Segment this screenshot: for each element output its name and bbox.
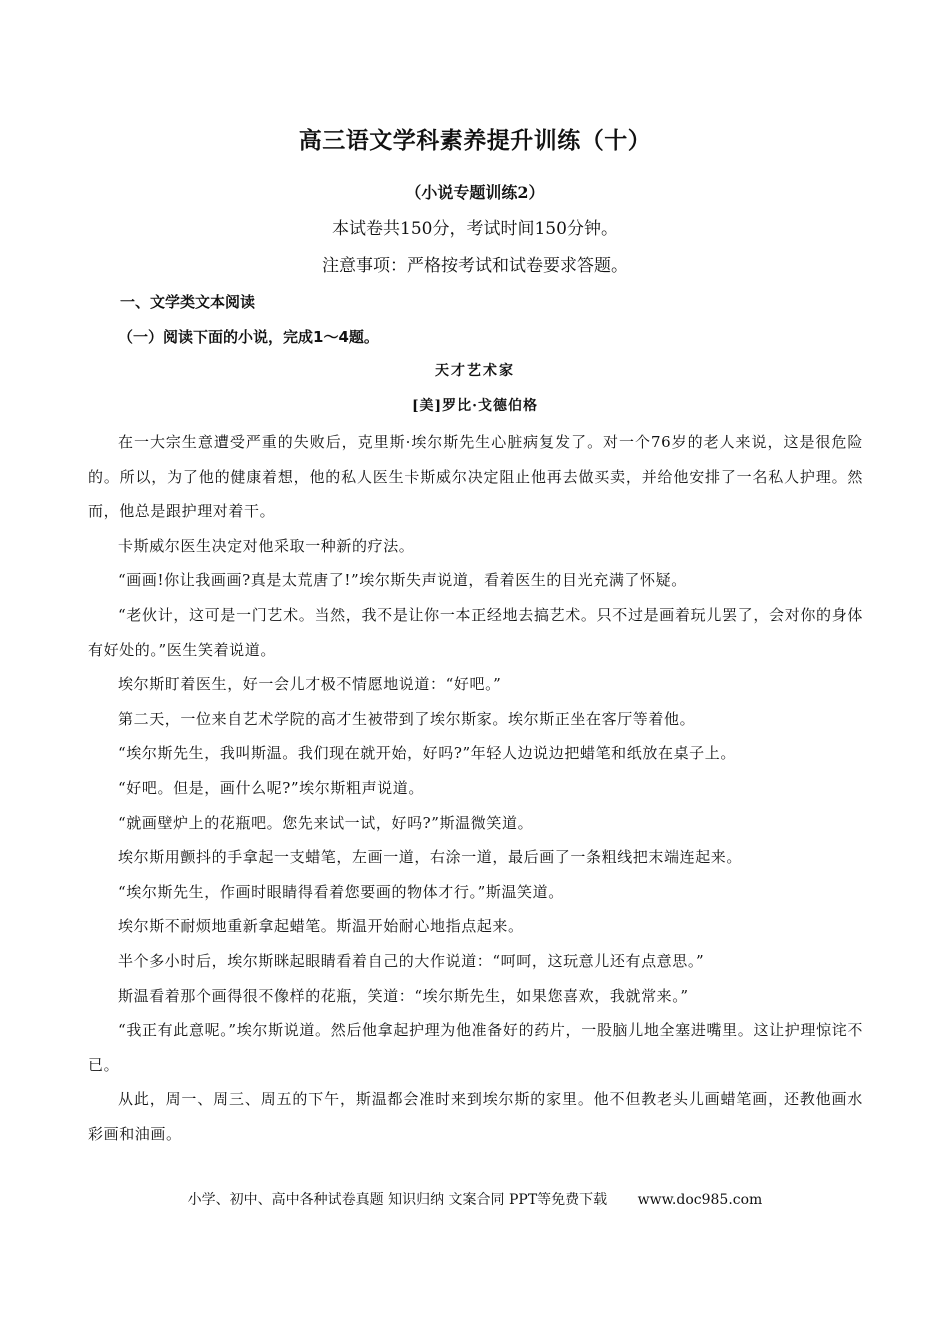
exam-info: 本试卷共150分，考试时间150分钟。: [332, 219, 618, 239]
story-title: 天才艺术家: [435, 363, 515, 379]
section-heading: 一、文学类文本阅读: [120, 293, 256, 311]
story-author: [美]罗比·戈德伯格: [411, 398, 539, 414]
story-paragraph: “老伙计，这可是一门艺术。当然，我不是让你一本正经地去搞艺术。只不过是画着玩儿罢了，会对你的身体有好处的。”医生笑着说道。: [88, 605, 863, 659]
footer-text: 小学、初中、高中各种试卷真题 知识归纳 文案合同 PPT等免费下载: [187, 1192, 608, 1208]
footer-url: www.doc985.com: [637, 1192, 763, 1208]
page-footer: [0, 1189, 950, 1211]
story-paragraph: 半个多小时后，埃尔斯眯起眼睛看着自己的大作说道：“呵呵，这玩意儿还有点意思。”: [118, 951, 705, 970]
exam-notice: 注意事项：严格按考试和试卷要求答题。: [322, 256, 628, 276]
story-paragraph: “就画壁炉上的花瓶吧。您先来试一试，好吗?”斯温微笑道。: [118, 813, 534, 832]
story-paragraph: “埃尔斯先生，我叫斯温。我们现在就开始，好吗?”年轻人边说边把蜡笔和纸放在桌子上。: [118, 744, 736, 763]
story-paragraph: 第二天，一位来自艺术学院的高才生被带到了埃尔斯家。埃尔斯正坐在客厅等着他。: [118, 709, 696, 728]
story-paragraph: “埃尔斯先生，作画时眼睛得看着您要画的物体才行。”斯温笑道。: [118, 882, 564, 901]
question-heading: （一）阅读下面的小说，完成1～4题。: [118, 328, 379, 346]
story-paragraph: 斯温看着那个画得很不像样的花瓶，笑道：“埃尔斯先生，如果您喜欢，我就常来。”: [118, 986, 689, 1005]
story-paragraph: “好吧。但是，画什么呢?”埃尔斯粗声说道。: [118, 778, 424, 797]
story-paragraph: 埃尔斯不耐烦地重新拿起蜡笔。斯温开始耐心地指点起来。: [118, 917, 524, 936]
story-paragraph: 卡斯威尔医生决定对他采取一种新的疗法。: [118, 536, 415, 555]
page-title: 高三语文学科素养提升训练（十）: [298, 128, 652, 154]
story-paragraph: “画画!你让我画画?真是太荒唐了!”埃尔斯失声说道，看着医生的目光充满了怀疑。: [118, 571, 687, 590]
story-body: [88, 425, 863, 1151]
story-paragraph: 从此，周一、周三、周五的下午，斯温都会准时来到埃尔斯的家里。他不但教老头儿画蜡笔画，还教他画水彩画和油画。: [88, 1090, 863, 1143]
story-paragraph: “我正有此意呢。”埃尔斯说道。然后他拿起护理为他准备好的药片，一股脑儿地全塞进嘴里。这让护理惊诧不已。: [88, 1021, 863, 1074]
story-paragraph: 埃尔斯盯着医生，好一会儿才极不情愿地说道：“好吧。”: [118, 675, 502, 694]
page-subtitle: （小说专题训练2）: [405, 183, 545, 202]
story-paragraph: 在一大宗生意遭受严重的失败后，克里斯·埃尔斯先生心脏病复发了。对一个76岁的老人来说，这是很危险的。所以，为了他的健康着想，他的私人医生卡斯威尔决定阻止他再去做买卖，并给他安排了一名私人护理。然而，他总是跟护理对着干。: [88, 433, 863, 521]
story-paragraph: 埃尔斯用颤抖的手拿起一支蜡笔，左画一道，右涂一道，最后画了一条粗线把末端连起来。: [118, 848, 743, 867]
